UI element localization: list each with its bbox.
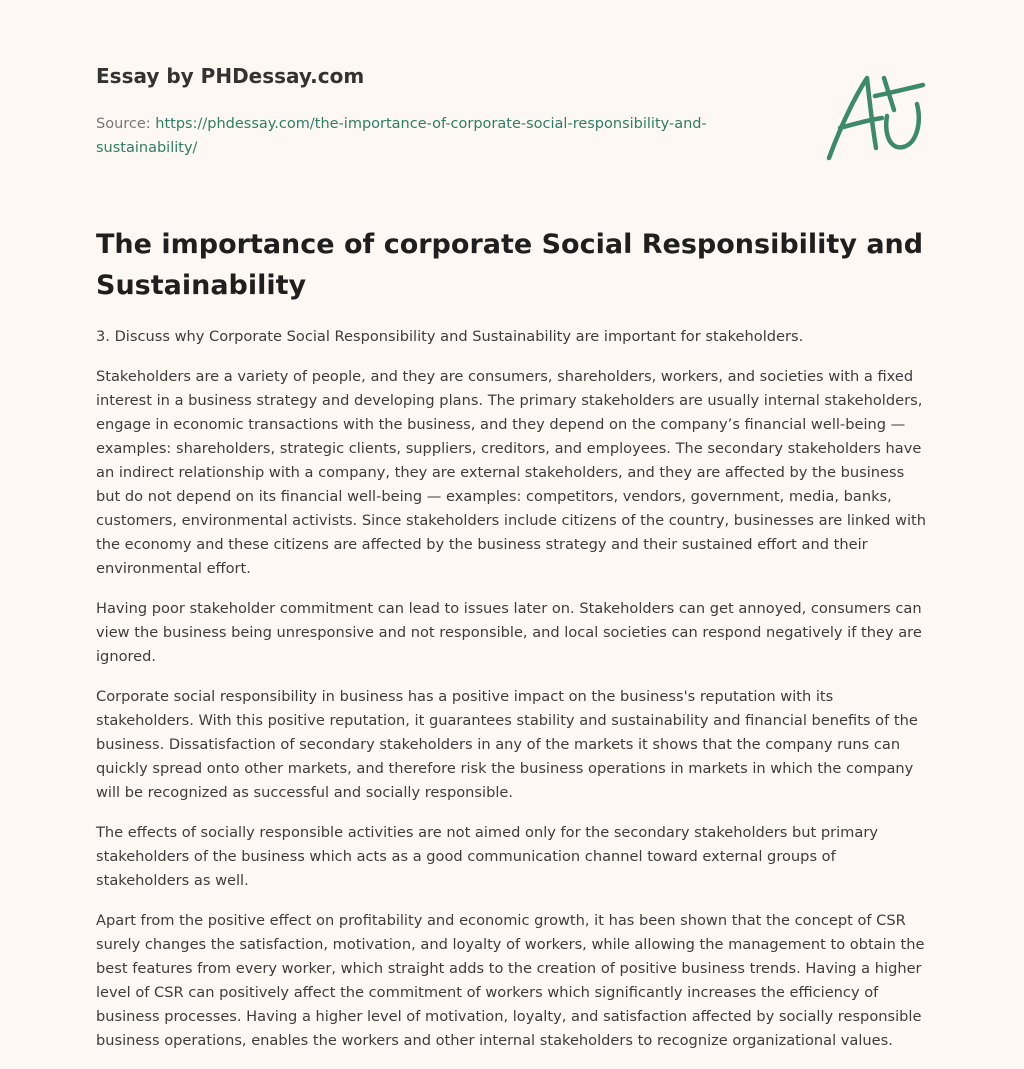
page-title: The importance of corporate Social Responsibility and Sustainability [96, 229, 924, 301]
source-line [96, 112, 756, 160]
paragraph: The effects of socially responsible activities are not aimed only for the secondary stakeholders but primary stakeholders of the business which acts as a good communication channel toward external groups of stakeholders as well. [96, 824, 878, 889]
paragraph: Apart from the positive effect on profitability and economic growth, it has been shown that the concept of CSR surely changes the satisfaction, motivation, and loyalty of workers, while allowing the management to obtain the best features from every worker, which straight adds to the creation of positive business trends. Having a higher level of CSR can positively affect the commitment of workers which significantly increases the efficiency of business processes. Having a higher level of motivation, loyalty, and satisfaction affected by socially responsible business operations, enables the workers and other internal stakeholders to recognize organizational values. [96, 912, 925, 1049]
paragraph: Having poor stakeholder commitment can lead to issues later on. Stakeholders can get annoyed, consumers can view the business being unresponsive and not responsible, and local societies can respond negatively if they are ignored. [96, 600, 922, 665]
paragraph: Corporate social responsibility in business has a positive impact on the business's reputation with its stakeholders. With this positive reputation, it guarantees stability and sustainability and financial benefits of the business. Dissatisfaction of secondary stakeholders in any of the markets it shows that the company runs can quickly spread onto other markets, and therefore risk the business operations in markets in which the company will be recognized as successful and socially responsible. [96, 688, 918, 801]
paragraph: Stakeholders are a variety of people, and they are consumers, shareholders, workers, and societies with a fixed interest in a business strategy and developing plans. The primary stakeholders are usually internal stakeholders, engage in economic transactions with the business, and they depend on the company’s financial well-being — examples: shareholders, strategic clients, suppliers, creditors, and employees. The secondary stakeholders have an indirect relationship with a company, they are external stakeholders, and they are affected by the business but do not depend on its financial well-being — examples: competitors, vendors, government, media, banks, customers, environmental activists. Since stakeholders include citizens of the country, businesses are linked with the economy and these citizens are affected by the business strategy and their sustained effort and their environmental effort. [96, 368, 927, 577]
a-plus-logo-icon [820, 66, 930, 166]
source-label: Source: [96, 116, 151, 132]
source-link[interactable]: https://phdessay.com/the-importance-of-corporate-social-responsibility-and-sustainability/ [96, 116, 707, 156]
site-brand: Essay by PHDessay.com [96, 64, 365, 88]
article-body [96, 325, 930, 1069]
paragraph: 3. Discuss why Corporate Social Responsibility and Sustainability are important for stakeholders. [96, 328, 804, 345]
